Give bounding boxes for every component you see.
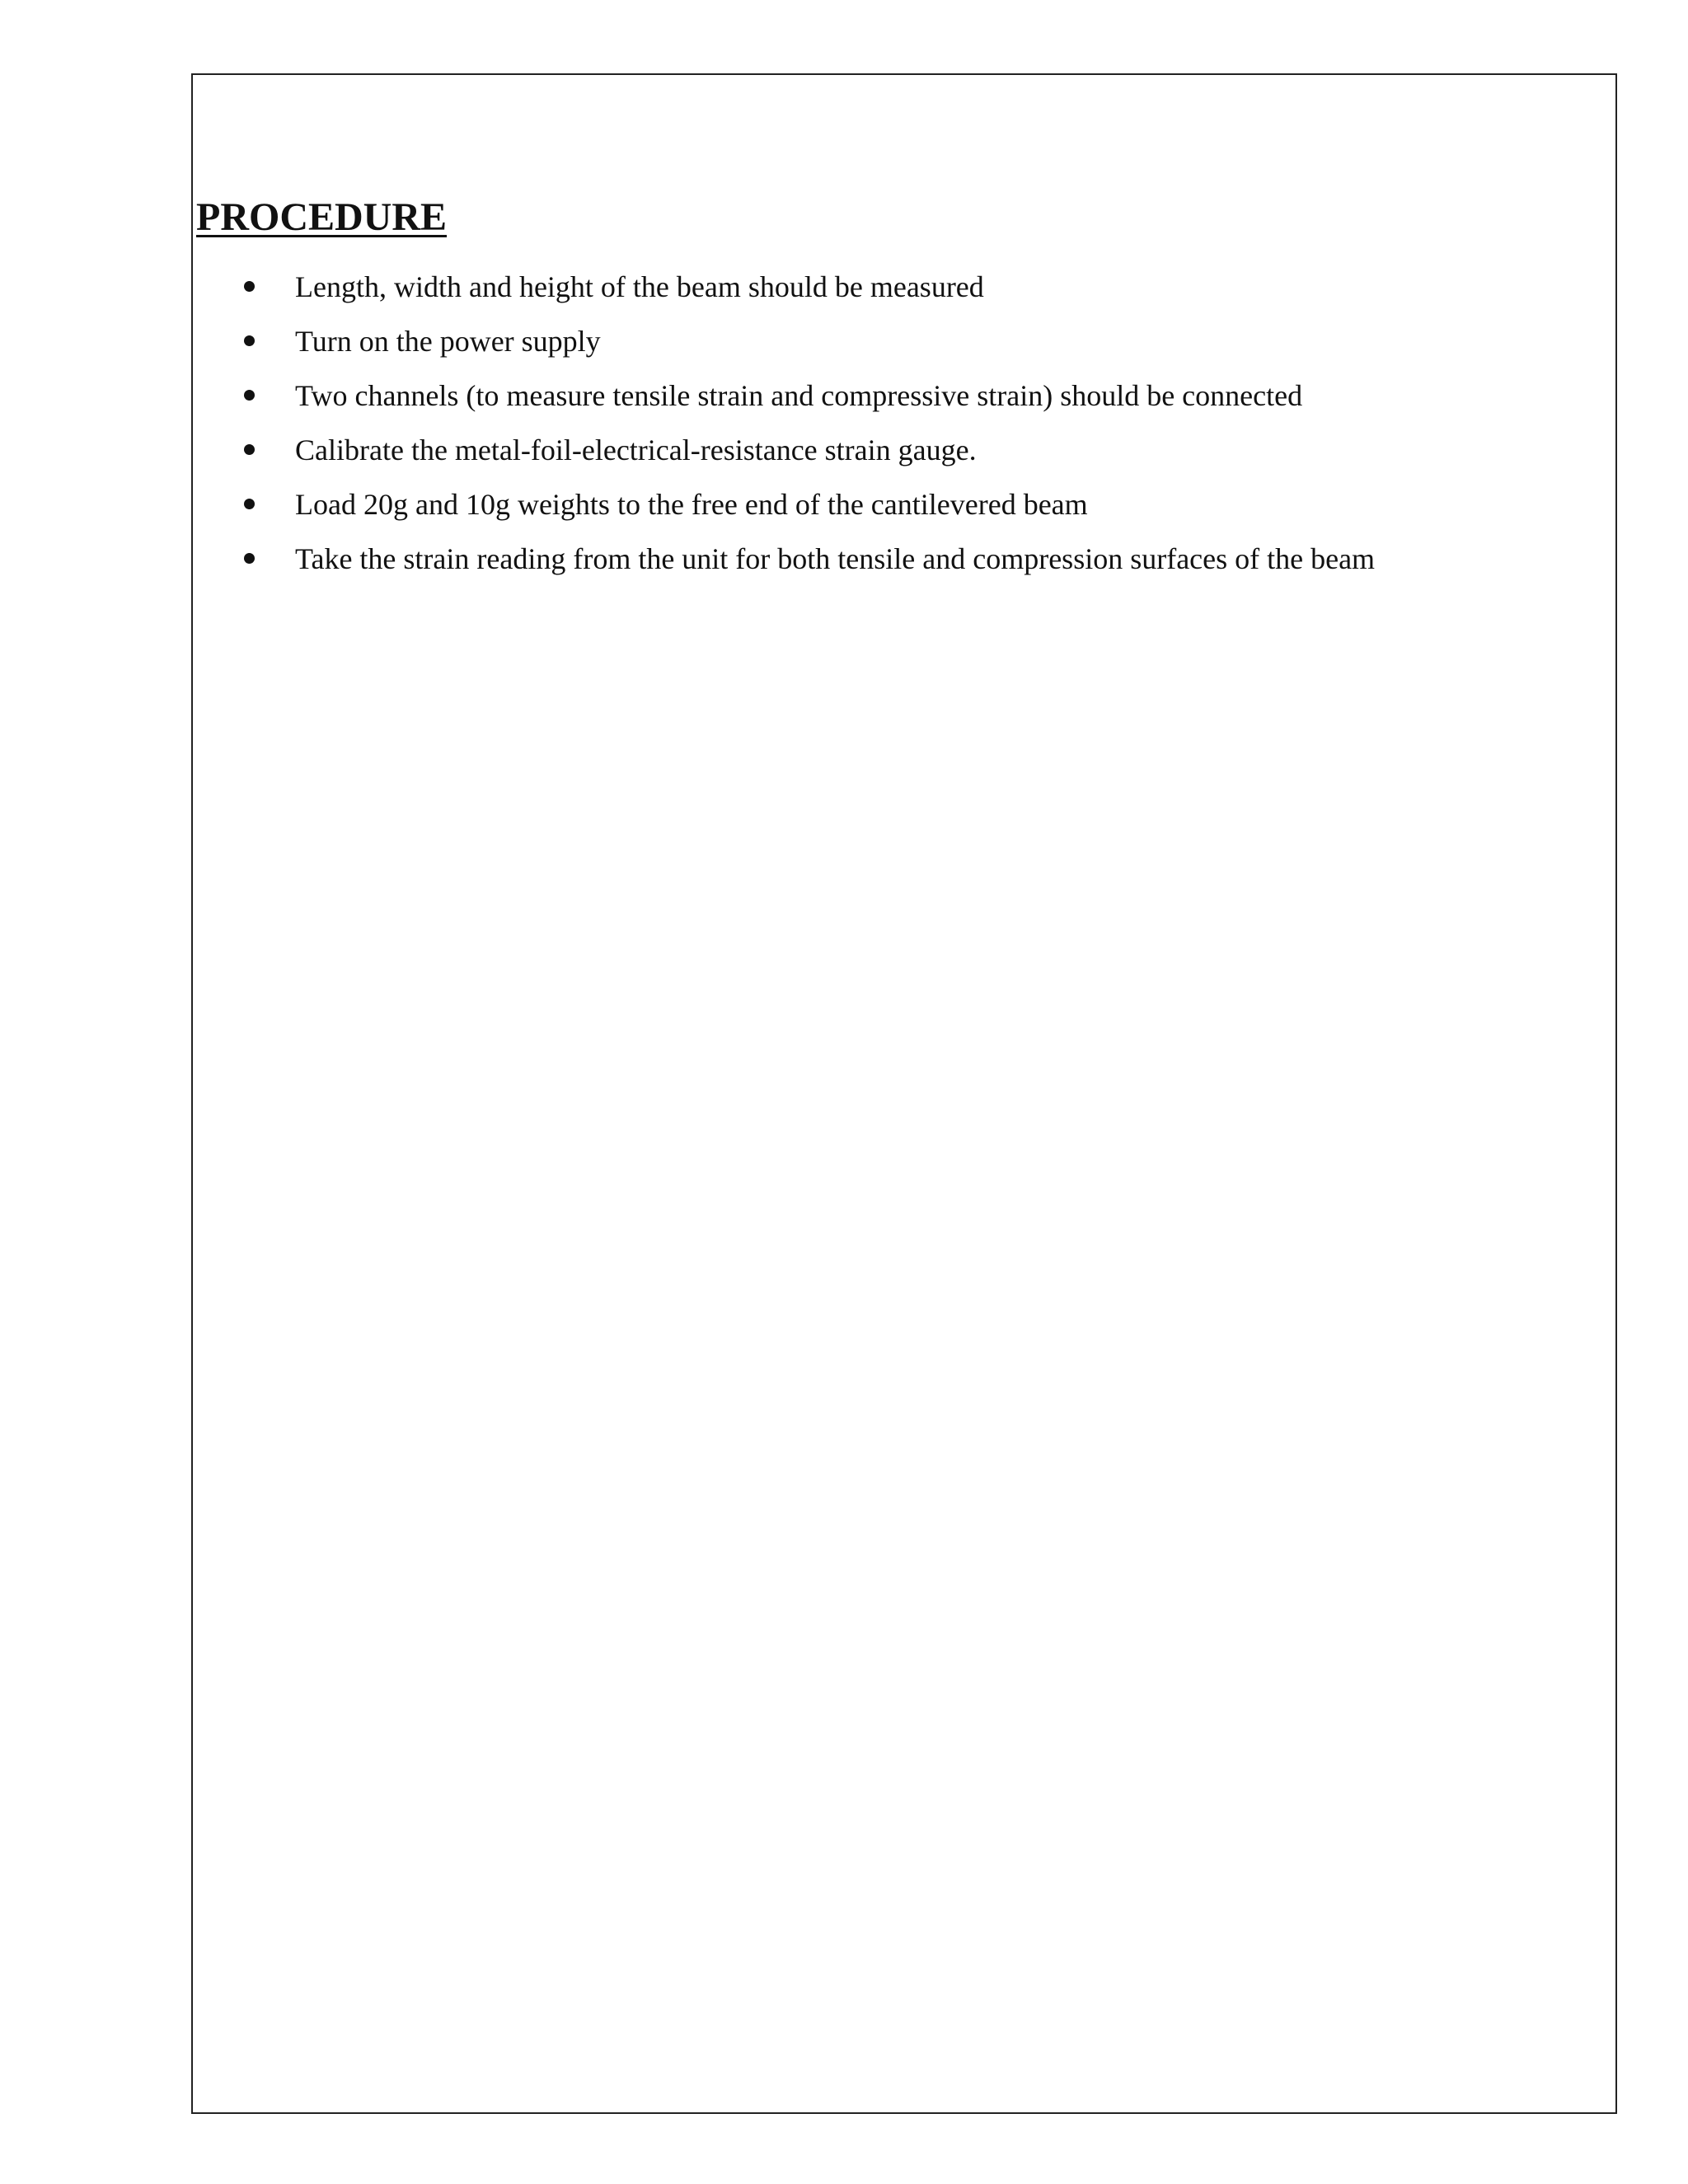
bullet-icon (244, 335, 255, 346)
list-item (239, 481, 1591, 536)
list-item (239, 536, 1591, 590)
list-item (239, 318, 1591, 373)
procedure-step-text: Take the strain reading from the unit for both tensile and compression surfaces of the beam (295, 542, 1376, 575)
procedure-step-text: Two channels (to measure tensile strain and compressive strain) should be connected (295, 379, 1303, 412)
procedure-step-text: Calibrate the metal-foil-electrical-resistance strain gauge. (295, 434, 977, 466)
bullet-icon (244, 444, 255, 455)
procedure-step-text: Length, width and height of the beam should be measured (295, 270, 984, 303)
procedure-step-text: Load 20g and 10g weights to the free end of the cantilevered beam (295, 488, 1088, 521)
bullet-icon (244, 553, 255, 564)
section-heading: PROCEDURE (196, 195, 448, 239)
bullet-icon (244, 499, 255, 509)
bullet-icon (244, 390, 255, 401)
list-item (239, 373, 1591, 427)
list-item (239, 427, 1591, 481)
bullet-icon (244, 281, 255, 292)
list-item (239, 264, 1591, 318)
procedure-step-text: Turn on the power supply (295, 325, 601, 358)
procedure-list (239, 264, 1591, 590)
